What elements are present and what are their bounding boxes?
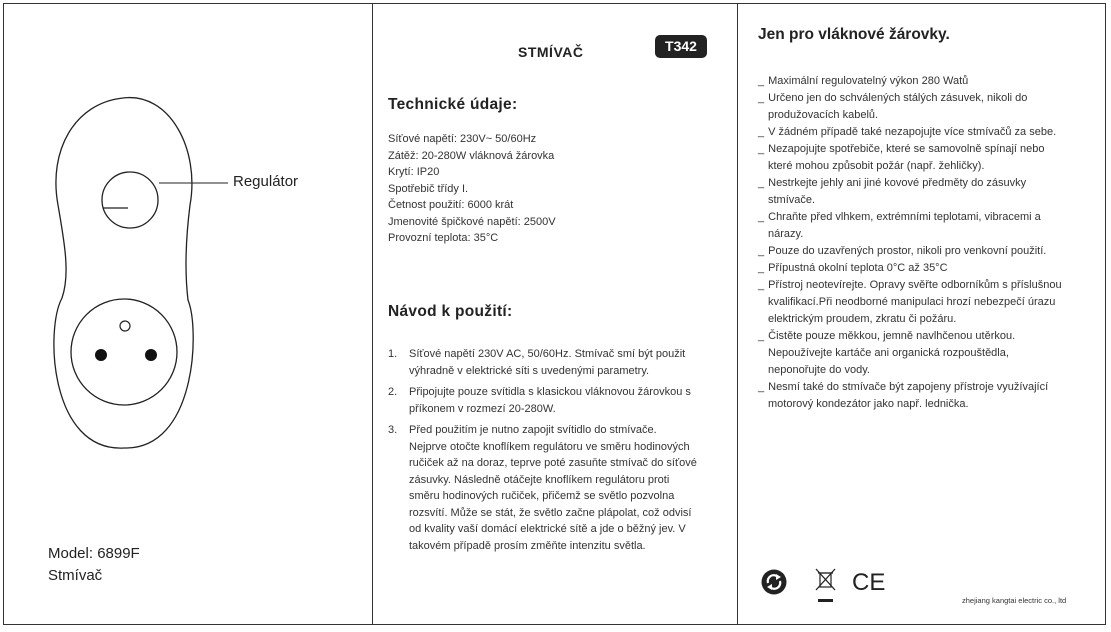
usage-step — [388, 384, 718, 417]
ce-mark-icon — [852, 569, 885, 596]
socket-earth-pin — [120, 321, 130, 331]
step-line: zásuvky. Následně otáčejte knoflíkem regulátoru proti — [409, 473, 670, 486]
warning-text: elektrickým proudem, zkratu či požáru. — [768, 313, 957, 325]
recycle-icon — [762, 570, 787, 595]
bullet-mark: _ — [758, 262, 765, 274]
spec-item: Četnost použití: 6000 krát — [388, 199, 514, 211]
regulator-knob — [102, 172, 158, 228]
bullet-mark: _ — [758, 211, 765, 223]
warning-item — [758, 73, 1103, 90]
warning-item — [758, 175, 1103, 192]
product-code-badge: T342 — [655, 35, 707, 58]
warning-text: Přístroj neotevírejte. Opravy svěřte odborníkům s příslušnou — [768, 279, 1062, 291]
warning-item-continuation — [758, 192, 1103, 209]
step-line: rozsvítí. Může se stát, že světlo začne plápolat, což odvisí — [409, 506, 692, 519]
step-line: Před použitím je nutno zapojit svítidlo do stmívače. — [409, 424, 657, 436]
warning-text: Nestrkejte jehly ani jiné kovové předměty do zásuvky — [768, 177, 1027, 189]
panel-divider-2 — [737, 4, 738, 624]
bullet-mark: _ — [758, 279, 765, 291]
bullet-mark: _ — [758, 126, 765, 138]
warning-item — [758, 124, 1103, 141]
warning-text: neponořujte do vody. — [768, 364, 870, 376]
warning-text: motorový kondezátor jako např. lednička. — [768, 398, 969, 410]
regulator-label: Regulátor — [233, 173, 299, 190]
warning-item — [758, 209, 1103, 226]
warning-item — [758, 141, 1103, 158]
step-line: směru hodinových ručiček, přičemž se světlo pozvolna — [409, 490, 675, 502]
usage-heading: Návod k použití: — [388, 303, 513, 320]
socket-hole-right — [145, 349, 157, 361]
product-title: STMÍVAČ — [518, 44, 584, 60]
ce-mark-text: CE — [852, 569, 886, 596]
warning-item — [758, 277, 1103, 294]
step-number: 2. — [388, 386, 398, 398]
warning-item — [758, 243, 1103, 260]
warning-item-continuation — [758, 226, 1103, 243]
warning-item-continuation — [758, 345, 1103, 362]
product-name: Stmívač — [48, 567, 103, 584]
step-line: od kvality vaší domácí elektrické sítě a jde o běžný jev. V — [409, 523, 686, 535]
socket-circle — [71, 299, 177, 405]
warning-item — [758, 260, 1103, 277]
warning-text: Nepoužívejte kartáče ani organická rozpouštědla, — [768, 347, 1009, 359]
step-line: Připojujte pouze svítidla s klasickou vláknovou žárovkou s — [409, 386, 691, 398]
step-line: ručiček až na doraz, teprve poté zasuňte stmívač do síťové — [409, 457, 697, 469]
warning-text: které mohou způsobit požár (např. žehličky). — [768, 160, 985, 172]
dimmer-device-illustration — [0, 0, 372, 632]
step-line: výhradně v elektrické síti s uvedenými parametry. — [409, 364, 650, 377]
warning-text: produžovacích kabelů. — [768, 109, 879, 121]
model-number: Model: 6899F — [48, 545, 140, 562]
warning-text: Pouze do uzavřených prostor, nikoli pro venkovní použití. — [768, 245, 1047, 257]
step-line: Síťové napětí 230V AC, 50/60Hz. Stmívač smí být použit — [409, 348, 686, 360]
step-line: takovém případě prosím změňte intenzitu světla. — [409, 539, 646, 552]
certification-icons — [760, 568, 960, 608]
spec-item: Krytí: IP20 — [388, 166, 440, 178]
warning-item-continuation — [758, 362, 1103, 379]
warning-text: stmívače. — [768, 194, 816, 206]
warning-text: Maximální regulovatelný výkon 280 Watů — [768, 75, 969, 87]
warning-text: Čistěte pouze měkkou, jemně navlhčenou utěrkou. — [768, 330, 1016, 342]
panel-divider-1 — [372, 4, 373, 624]
step-number: 3. — [388, 424, 398, 436]
bullet-mark: _ — [758, 245, 765, 257]
spec-item: Jmenovité špičkové napětí: 2500V — [388, 215, 556, 228]
warning-item — [758, 90, 1103, 107]
warning-text: Přípustná okolní teplota 0°C až 35°C — [768, 262, 948, 274]
bullet-mark: _ — [758, 177, 765, 189]
socket-hole-left — [95, 349, 107, 361]
warning-text: Nesmí také do stmívače být zapojeny přístroje využívající — [768, 381, 1049, 393]
bulb-warning-heading: Jen pro vláknové žárovky. — [758, 26, 950, 43]
tech-heading: Technické údaje: — [388, 96, 518, 113]
spec-item: Spotřebič třídy I. — [388, 182, 469, 195]
bullet-mark: _ — [758, 92, 765, 104]
warning-item-continuation — [758, 158, 1103, 175]
warning-list — [758, 73, 1103, 413]
weee-bin-icon — [816, 569, 835, 602]
usage-step — [388, 346, 718, 379]
spec-item: Zátěž: 20-280W vláknová žárovka — [388, 149, 555, 162]
warning-text: nárazy. — [768, 228, 804, 240]
warning-item-continuation — [758, 107, 1103, 124]
bullet-mark: _ — [758, 75, 765, 87]
spec-item: Síťové napětí: 230V~ 50/60Hz — [388, 133, 537, 145]
warning-text: kvalifikací.Při neodborné manipulaci hrozí nebezpečí úrazu — [768, 296, 1056, 308]
step-number: 1. — [388, 348, 398, 360]
warning-item-continuation — [758, 294, 1103, 311]
warning-item — [758, 379, 1103, 396]
step-line: příkonem v rozmezí 20-280W. — [409, 402, 556, 415]
warning-item-continuation — [758, 311, 1103, 328]
warning-item — [758, 328, 1103, 345]
bullet-mark: _ — [758, 381, 765, 393]
model-info — [48, 543, 140, 587]
usage-step — [388, 422, 718, 554]
usage-steps — [388, 346, 718, 559]
warning-text: V žádném případě také nezapojujte více stmívačů za sebe. — [768, 126, 1057, 138]
manufacturer-name: zhejiang kangtai electric co., ltd — [962, 596, 1067, 605]
warning-text: Chraňte před vlhkem, extrémními teplotami, vibracemi a — [768, 211, 1041, 223]
bullet-mark: _ — [758, 143, 765, 155]
spec-list — [388, 131, 556, 247]
warning-text: Určeno jen do schválených stálých zásuvek, nikoli do — [768, 92, 1028, 104]
bullet-mark: _ — [758, 330, 765, 342]
spec-item: Provozní teplota: 35°C — [388, 232, 499, 244]
warning-item-continuation — [758, 396, 1103, 413]
device-outline — [54, 98, 193, 449]
step-line: Nejprve otočte knoflíkem regulátoru ve směru hodinových — [409, 440, 690, 453]
warning-text: Nezapojujte spotřebiče, které se samovolně spínají nebo — [768, 143, 1045, 155]
